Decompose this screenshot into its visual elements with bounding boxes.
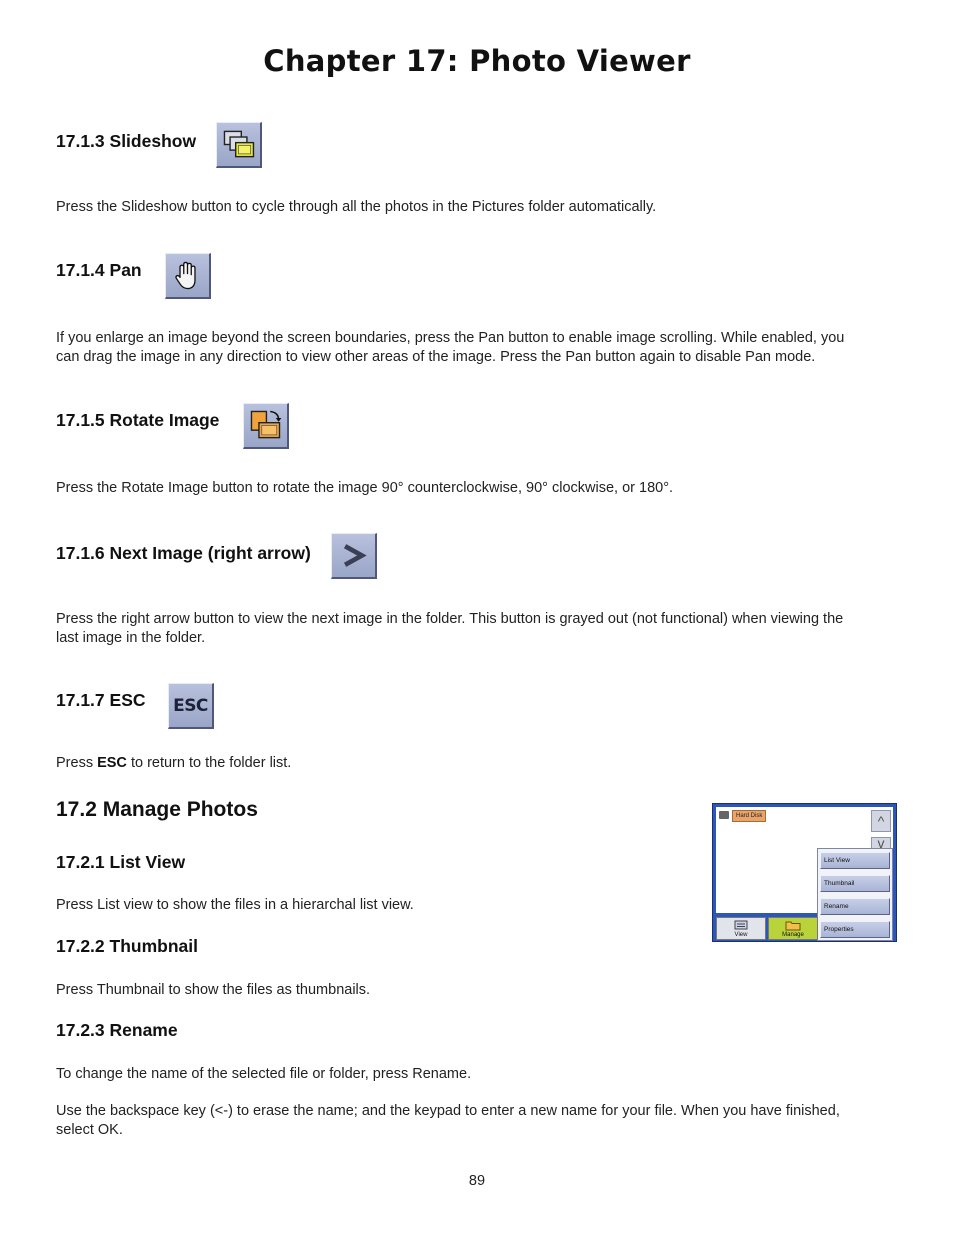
esc-icon-label: ESC <box>173 695 208 716</box>
hand-icon <box>165 253 211 299</box>
manage-button[interactable] <box>768 917 818 940</box>
menu-item-thumbnail[interactable]: Thumbnail <box>820 875 890 892</box>
paragraph-rename-2 <box>56 1102 901 1140</box>
paragraph-pan-line1: If you enlarge an image beyond the screen boundaries, press the Pan button to enable image scrolling. While enabled, you <box>56 330 845 346</box>
heading-rename: 17.2.3 Rename <box>56 1020 178 1040</box>
paragraph-list-view: Press List view to show the files in a hierarchal list view. <box>56 897 414 913</box>
slideshow-icon <box>216 122 262 168</box>
page-number: 89 <box>468 1173 486 1189</box>
paragraph-pan-line2: can drag the image in any direction to view other areas of the image. Press the Pan button again to disable Pan mode. <box>56 349 816 365</box>
heading-next-image: 17.1.6 Next Image (right arrow) <box>56 543 311 563</box>
paragraph-rename-2-line1: Use the backspace key (<-) to erase the name; and the keypad to enter a new name for your file. When you have finished, <box>56 1103 840 1119</box>
view-button-label: View <box>734 932 748 938</box>
drive-label[interactable]: Hard Disk <box>732 810 766 822</box>
manage-button-label: Manage <box>782 932 804 938</box>
menu-item-rename[interactable]: Rename <box>820 898 890 915</box>
rotate-icon <box>243 403 289 449</box>
heading-rotate-image: 17.1.5 Rotate Image <box>56 410 220 430</box>
view-icon <box>734 920 748 930</box>
scroll-up-button[interactable]: ^ <box>871 810 891 832</box>
paragraph-next-image-line1: Press the right arrow button to view the next image in the folder. This button is grayed out (not functional) when viewing the <box>56 611 844 627</box>
paragraph-rotate-image: Press the Rotate Image button to rotate the image 90° counterclockwise, 90° clockwise, or 180°. <box>56 480 674 496</box>
paragraph-slideshow: Press the Slideshow button to cycle through all the photos in the Pictures folder automatically. <box>56 199 657 215</box>
paragraph-pan <box>56 329 901 367</box>
menu-item-list-view[interactable]: List View <box>820 852 890 869</box>
hard-disk-icon <box>719 811 729 819</box>
manage-menu <box>817 848 893 941</box>
heading-manage-photos: 17.2 Manage Photos <box>56 798 258 821</box>
scroll-down-button[interactable]: v <box>871 837 891 849</box>
right-arrow-icon <box>331 533 377 579</box>
paragraph-next-image-line2: last image in the folder. <box>56 630 206 646</box>
paragraph-esc-bold: ESC <box>97 755 127 771</box>
view-button[interactable] <box>716 917 766 940</box>
heading-thumbnail: 17.2.2 Thumbnail <box>56 936 198 956</box>
heading-list-view: 17.2.1 List View <box>56 852 186 872</box>
paragraph-rename-2-line2: select OK. <box>56 1122 123 1138</box>
chapter-title: Chapter 17: Photo Viewer <box>263 44 691 78</box>
heading-pan: 17.1.4 Pan <box>56 260 142 280</box>
menu-item-properties[interactable]: Properties <box>820 921 890 938</box>
device-screenshot <box>712 803 897 942</box>
paragraph-rename-1: To change the name of the selected file or folder, press Rename. <box>56 1066 472 1082</box>
heading-slideshow: 17.1.3 Slideshow <box>56 131 197 151</box>
folder-icon <box>785 920 801 931</box>
esc-icon <box>168 683 214 729</box>
paragraph-esc <box>56 754 901 773</box>
paragraph-thumbnail: Press Thumbnail to show the files as thumbnails. <box>56 982 371 998</box>
paragraph-next-image <box>56 610 901 648</box>
paragraph-esc-post: to return to the folder list. <box>126 755 292 771</box>
paragraph-esc-pre: Press <box>56 755 98 771</box>
heading-esc: 17.1.7 ESC <box>56 690 146 710</box>
